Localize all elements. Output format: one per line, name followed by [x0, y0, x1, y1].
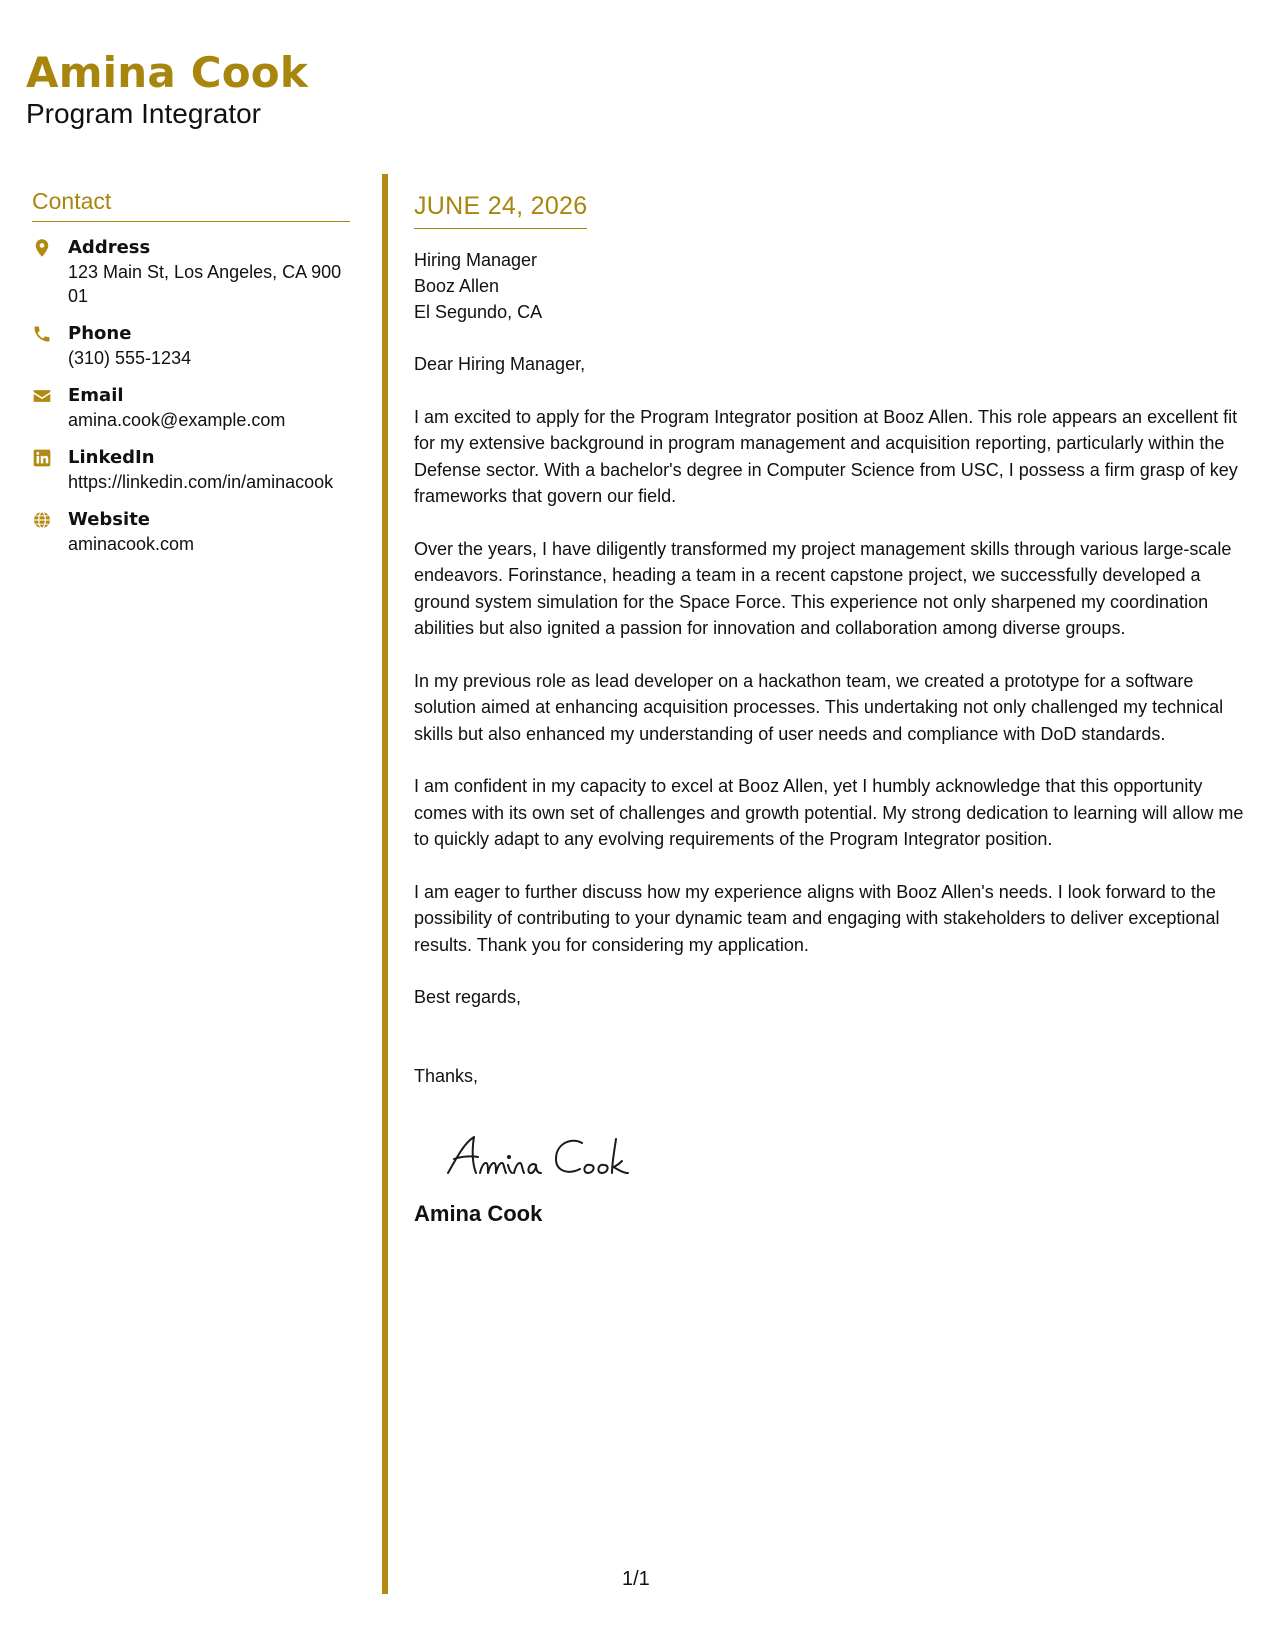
letter-date: JUNE 24, 2026: [414, 190, 587, 229]
closing: Best regards,: [414, 987, 522, 1007]
globe-icon: [32, 508, 68, 530]
contact-linkedin: [32, 446, 350, 494]
signed-name: Amina Cook: [414, 1201, 543, 1226]
letter-paragraph: I am excited to apply for the Program Integrator position at Booz Allen. This role appears an excellent fit for my extensive background in program management and acquisition reporting, particularly within the Defense sector. With a bachelor's degree in Computer Science from USC, I possess a firm grasp of key frameworks that govern our field.: [414, 406, 1238, 506]
contact-address: [32, 236, 350, 308]
recipient-block: [414, 247, 1244, 325]
recipient-line: Booz Allen: [414, 276, 500, 296]
recipient-line: El Segundo, CA: [414, 302, 543, 322]
map-pin-icon: [32, 236, 68, 258]
website-value[interactable]: aminacook.com: [68, 534, 195, 554]
phone-value[interactable]: (310) 555-1234: [68, 348, 192, 368]
letter-body: [414, 190, 1244, 1228]
linkedin-value[interactable]: https://linkedin.com/in/aminacook: [68, 472, 334, 492]
email-value[interactable]: amina.cook@example.com: [68, 410, 286, 430]
applicant-name: Amina Cook: [26, 48, 308, 97]
linkedin-icon: [32, 446, 68, 468]
thanks: Thanks,: [414, 1065, 479, 1086]
envelope-icon: [32, 384, 68, 406]
letter-paragraph: I am eager to further discuss how my experience aligns with Booz Allen's needs. I look forward to the possibility of contributing to your dynamic team and engaging with stakeholders to deliver exceptional results. Thank you for considering my application.: [414, 881, 1220, 955]
page-number: 1/1: [622, 1568, 650, 1590]
contact-phone: [32, 322, 350, 370]
phone-icon: [32, 322, 68, 344]
applicant-title: Program Integrator: [26, 98, 261, 129]
contact-heading: Contact: [32, 188, 350, 222]
address-value: 123 Main St, Los Angeles, CA 90001: [68, 262, 342, 306]
salutation: Dear Hiring Manager,: [414, 354, 586, 374]
phone-label: Phone: [68, 323, 132, 344]
handwritten-signature: [444, 1129, 1244, 1183]
address-label: Address: [68, 237, 151, 258]
contact-email: [32, 384, 350, 432]
email-label: Email: [68, 385, 124, 406]
letter-paragraph: In my previous role as lead developer on a hackathon team, we created a prototype for a software solution aimed at enhancing acquisition processes. This undertaking not only challenged my technical skills but also enhanced my understanding of user needs and compliance with DoD standards.: [414, 670, 1224, 744]
letter-paragraph: I am confident in my capacity to excel at Booz Allen, yet I humbly acknowledge that this opportunity comes with its own set of challenges and growth potential. My strong dedication to learning will allow me to quickly adapt to any evolving requirements of the Program Integrator position.: [414, 776, 1244, 849]
recipient-line: Hiring Manager: [414, 250, 538, 270]
column-divider: [382, 174, 388, 1594]
letter-paragraph: Over the years, I have diligently transformed my project management skills through various large-scale endeavors. Forinstance, heading a team in a recent capstone project, we successfully developed a ground system simulation for the Space Force. This experience not only sharpened my coordination abilities but also ignited a passion for innovation and collaboration among diverse groups.: [414, 538, 1232, 638]
contact-website: [32, 508, 350, 556]
website-label: Website: [68, 509, 151, 530]
contact-sidebar: [32, 188, 350, 556]
linkedin-label: LinkedIn: [68, 447, 155, 468]
